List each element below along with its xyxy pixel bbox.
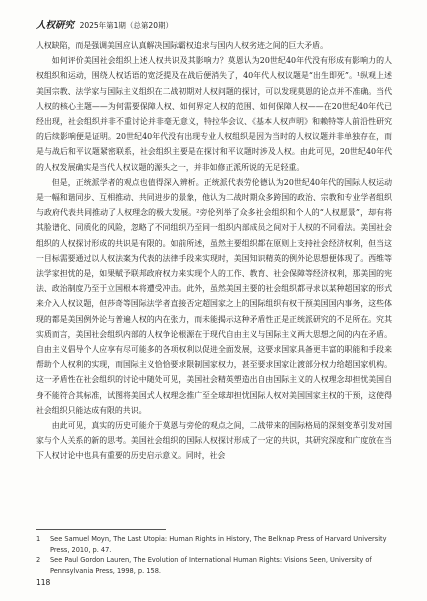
footnote-number: 2 xyxy=(36,556,41,564)
paragraph: 由此可见，真实的历史可能介于莫恩与旁伦的观点之间，二战带来的国际格局的深刻变革引发对国家与个人关系的新的思考。美国社会组织的国际人权探讨形成了一定的共识，其研究深度和广度放在当下人权讨论中也具有重要的历史启示意义。同时，社会 xyxy=(36,421,392,461)
footnote-divider xyxy=(36,529,166,530)
paragraph: 但是，正统派学者的观点也值得深入辨析。正统派代表劳伦德认为20世纪40年代的国际人权运动是一幅和谐同步、互相推动、共同进步的景象，他认为二战时期众多跨国的政治、宗教和专业学者组织与政府代表共同推动了人权理念的极大发展。²旁伦列举了众多社会组织和个人的“人权愿景”，却有将其脸谱化、同质化的风险，忽略了不同组织乃至同一组织内部成员之间对于人权的不同看法。美国社会组织的人权探讨形成的共识是有限的。如前所述，虽然主要组织都在原则上支持社会经济权利，但当这一目标需要通过以人权法案为代表的法律手段来实现时，美国知识精英的例外论思想便体现了。西维等法学家担忧的是，如果赋予联邦政府权力来实现个人的工作、教育、社会保障等经济权利，那美国的宪法、政治制度乃至于立国根本将遭受冲击。此外，虽然美国主要的社会组织都寻求以某种超国家的形式来介入人权议题，但莎奇等国际法学者直接否定超国家之上的国际组织有权干预美国国内事务，这些体现的都是美国例外论与普遍人权的内在张力，而未能揭示这种矛盾性正是正统派研究的不足所在。究其实质而言，美国社会组织内部的人权争论根源在于现代自由主义与国际主义两大思想之间的内在矛盾。自由主义倡导个人应享有尽可能多的各项权利以促进全面发展，这要求国家具备更丰富的职能和手段来帮助个人权利的实现，而国际主义恰恰要求限制国家权力，甚至要求国家让渡部分权力给超国家机构。这一矛盾性在社会组织的讨论中随处可见，美国社会精英塑造出自由国际主义的人权理念却担忧美国自身不能符合其标准，试图将美国式人权理念推广至全球却担忧国际人权对美国国家主权的干预，这使得社会组织只能达成有限的共识。 xyxy=(36,177,392,415)
page-number: 118 xyxy=(36,578,51,587)
footnote xyxy=(36,555,392,576)
footnote xyxy=(36,534,392,555)
article-body xyxy=(36,38,392,464)
paragraph: 如何评价美国社会组织上述人权共识及其影响力？莫恩认为20世纪40年代没有形成有影响力的人权组织和运动，围绕人权话语的宽泛提及在战后便消失了，40年代人权议题是“出生即死”。¹纵观上述美国宗教、法学家与国际主义组织在二战初期对人权问题的探讨，可以发现莫恩的论点并不准确。当代人权的核心主题——为何需要保障人权、如何界定人权的范围、如何保障人权——在20世纪40年代已经出现，社会组织并非不重讨论并非毫无意义，特拉华会议、《基本人权声明》和赖特等人前沿性研究的后续影响便是证明。20世纪40年代没有出现专业人权组织是因为当时的人权议题并非单独存在，而是与战后和平议题紧密联系，社会组织主要是在探讨和平议题时涉及人权。由此可见，20世纪40年代的人权发展确实是当代人权议题的源头之一，并非如修正派所说的无足轻重。 xyxy=(36,56,392,172)
journal-title: 人权研究 xyxy=(36,20,75,31)
issue-info: 2025年第1期（总第20期） xyxy=(79,21,173,30)
footnote-number: 1 xyxy=(36,535,41,543)
footnote-text: See Samuel Moyn, The Last Utopia: Human Rights in History, The Belknap Press of Harvard University Press, 2010, p. 47. xyxy=(50,535,387,554)
footnotes xyxy=(36,534,392,576)
running-header xyxy=(36,17,173,31)
paragraph-continued: 人权缺陷，而是强调美国应认真解决国际霸权追求与国内人权劣迹之间的巨大矛盾。 xyxy=(36,41,328,50)
footnote-text: See Paul Gordon Lauren, The Evolution of International Human Rights: Visions Seen, University of Pennsylvania Press, 1998, p. 158. xyxy=(50,556,372,575)
